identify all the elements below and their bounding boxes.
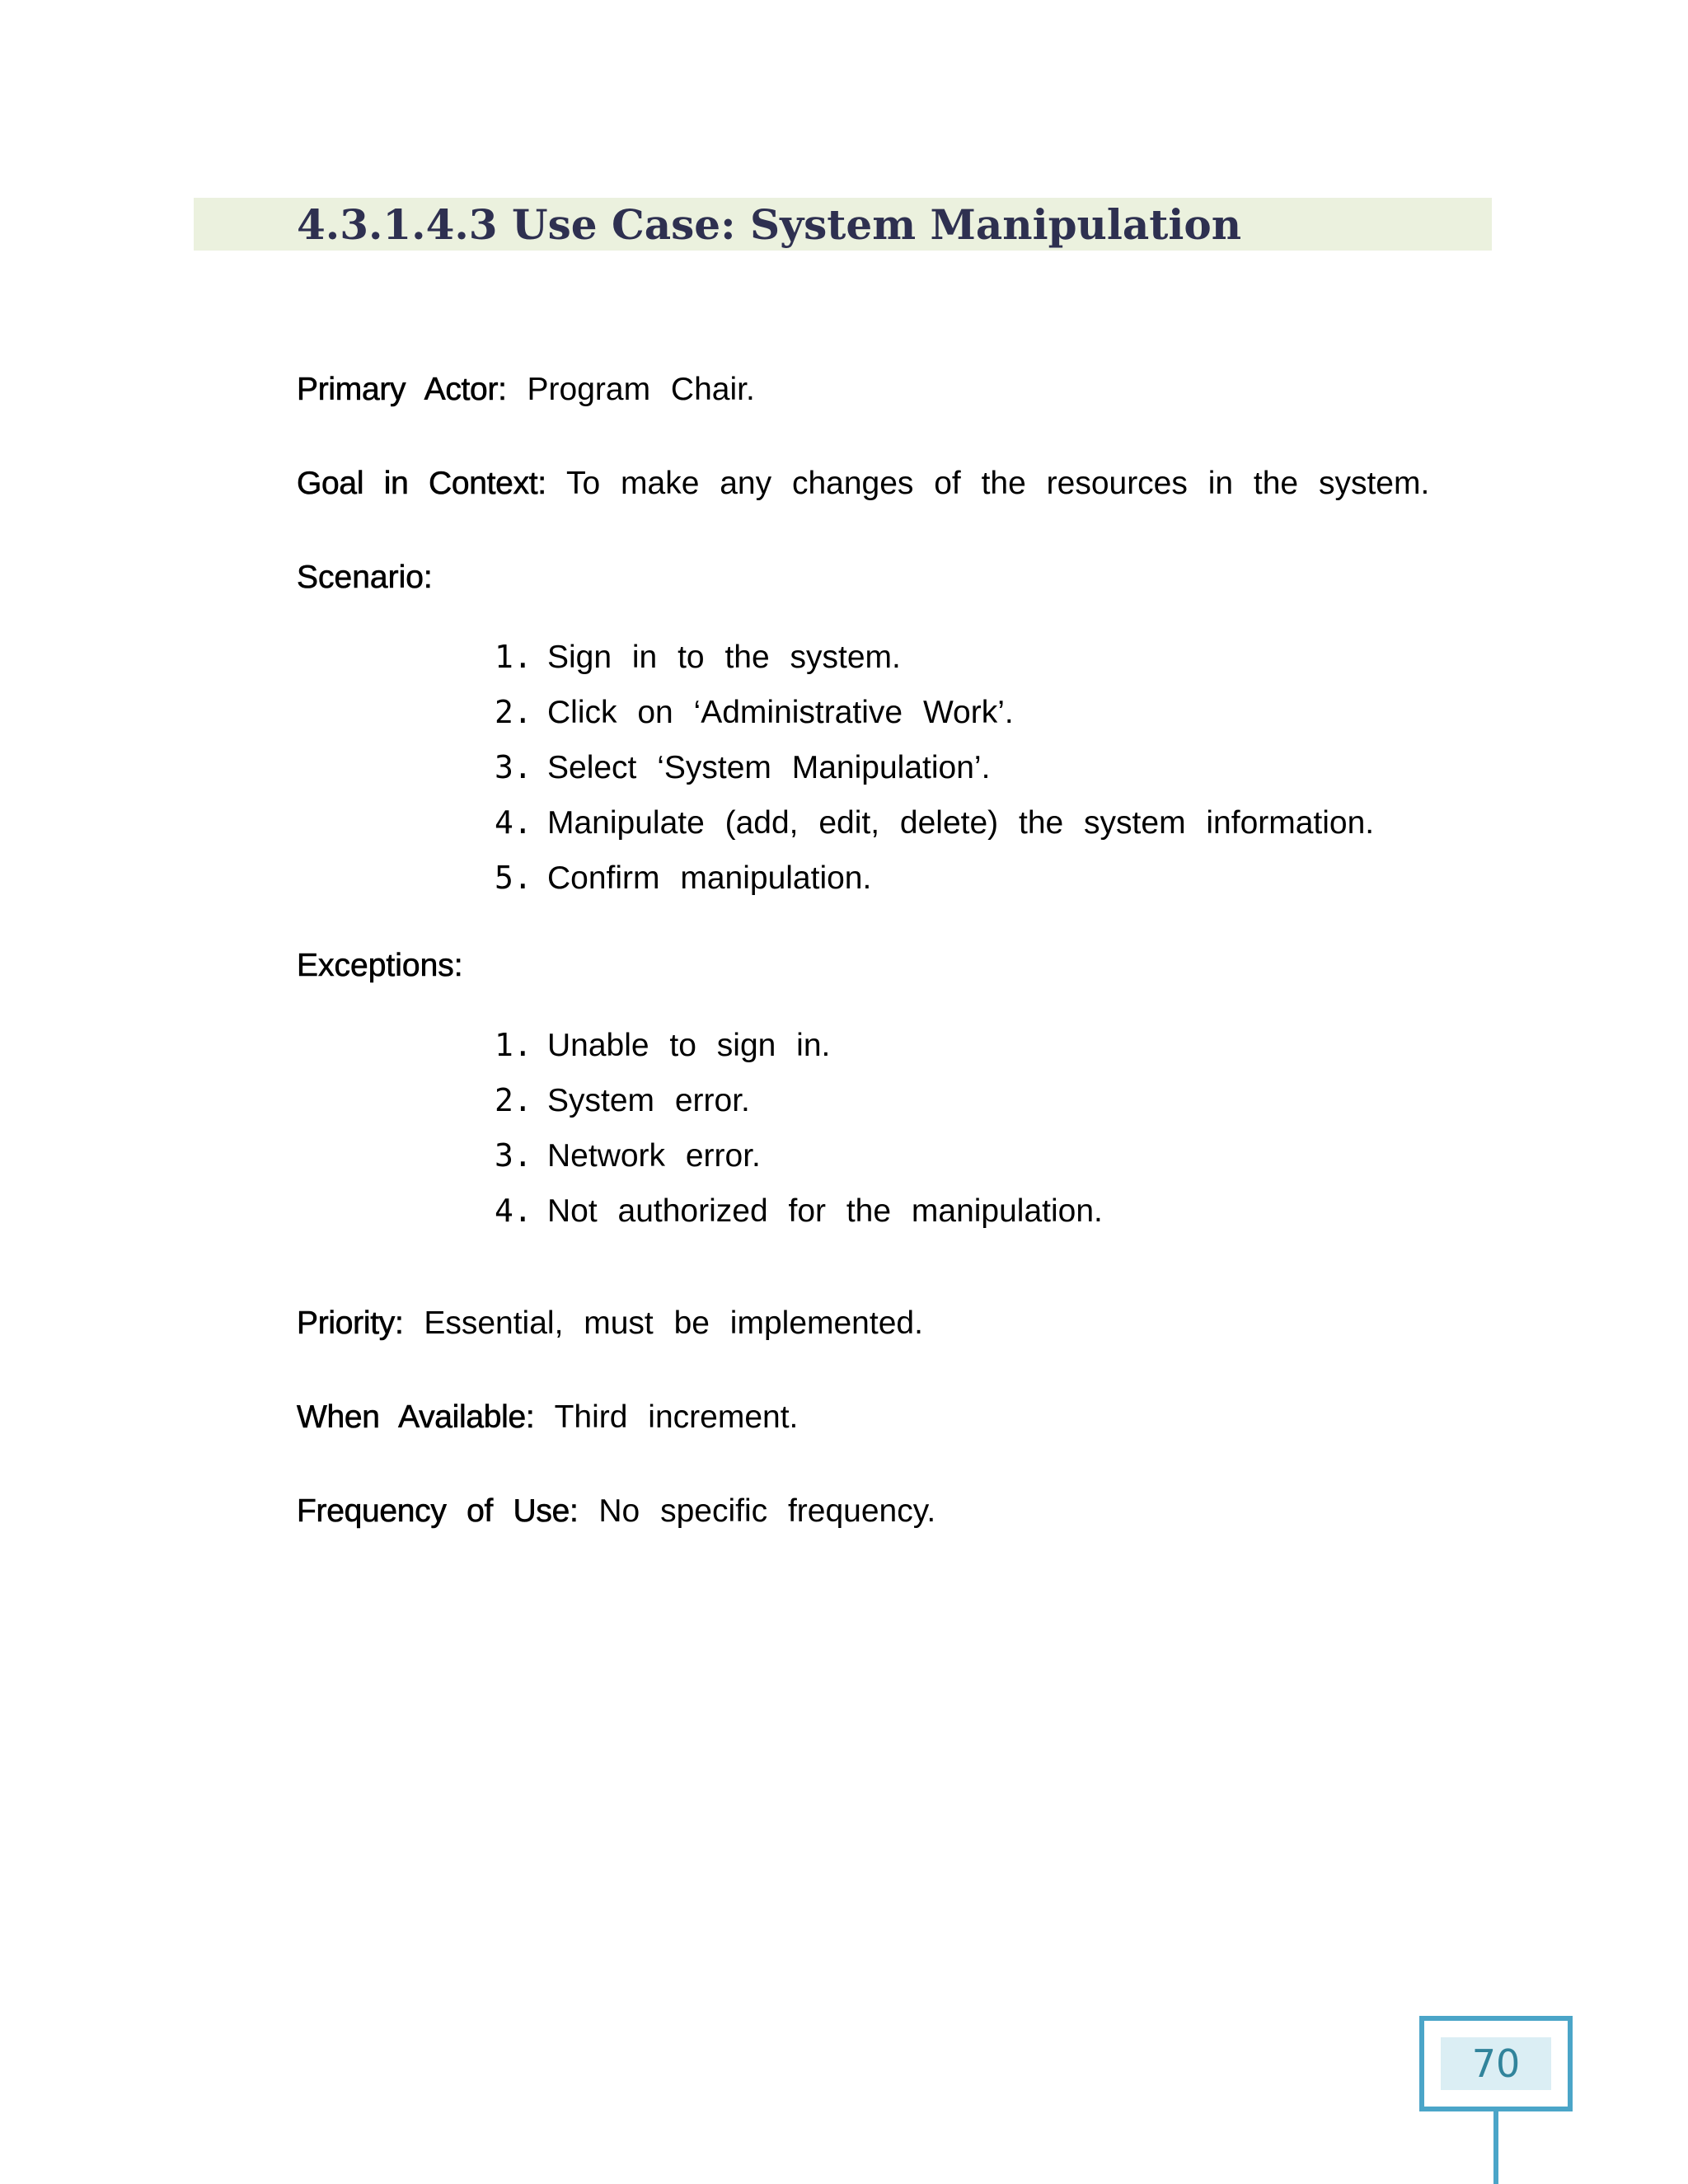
when-available-row <box>297 1390 1488 1445</box>
list-item-number: 1. <box>495 1027 532 1063</box>
scenario-label: Scenario: <box>297 560 433 595</box>
goal-in-context-row <box>297 457 1488 511</box>
when-available-label: When Available: <box>297 1399 535 1435</box>
list-item-number: 1. <box>495 639 532 675</box>
priority-value: Essential, must be implemented. <box>424 1305 923 1341</box>
list-item <box>495 1183 1488 1239</box>
list-item-number: 3. <box>495 749 532 785</box>
goal-in-context-value: To make any changes of the resources in the system. <box>566 466 1430 501</box>
list-item-number: 5. <box>495 860 532 896</box>
list-item <box>495 851 1488 906</box>
primary-actor-value: Program Chair. <box>527 372 755 407</box>
list-item-text: Unable to sign in. <box>547 1028 831 1063</box>
list-item-text: Select ‘System Manipulation’. <box>547 750 991 785</box>
page-number-box <box>1419 2016 1573 2111</box>
exceptions-label: Exceptions: <box>297 948 463 983</box>
section-heading: 4.3.1.4.3 Use Case: System Manipulation <box>297 200 1242 249</box>
list-item-text: Not authorized for the manipulation. <box>547 1193 1103 1229</box>
primary-actor-row <box>297 363 1488 417</box>
list-item <box>495 1073 1488 1128</box>
goal-in-context-label: Goal in Context: <box>297 466 546 501</box>
section-heading-band <box>194 198 1492 251</box>
list-item <box>495 630 1488 685</box>
list-item <box>495 1128 1488 1183</box>
list-item-number: 3. <box>495 1137 532 1174</box>
list-item-text: System error. <box>547 1083 750 1118</box>
list-item <box>495 740 1488 795</box>
list-item-number: 2. <box>495 694 532 730</box>
list-item-text: Click on ‘Administrative Work’. <box>547 695 1014 730</box>
scenario-list <box>297 630 1488 906</box>
page-number: 70 <box>1441 2037 1551 2090</box>
exceptions-list <box>297 1018 1488 1239</box>
list-item <box>495 795 1488 851</box>
list-item-text: Confirm manipulation. <box>547 860 872 896</box>
list-item-number: 4. <box>495 804 532 841</box>
list-item-number: 2. <box>495 1082 532 1118</box>
use-case-content <box>297 363 1488 1578</box>
when-available-value: Third increment. <box>554 1399 799 1435</box>
priority-row <box>297 1296 1488 1351</box>
priority-label: Priority: <box>297 1305 404 1341</box>
list-item <box>495 1018 1488 1073</box>
page-number-stem <box>1493 2111 1498 2184</box>
list-item-text: Network error. <box>547 1138 761 1174</box>
frequency-of-use-value: No specific frequency. <box>598 1493 936 1529</box>
frequency-of-use-row <box>297 1484 1488 1539</box>
list-item <box>495 685 1488 740</box>
list-item-number: 4. <box>495 1193 532 1229</box>
list-item-text: Sign in to the system. <box>547 640 901 675</box>
frequency-of-use-label: Frequency of Use: <box>297 1493 579 1529</box>
primary-actor-label: Primary Actor: <box>297 372 507 407</box>
list-item-text: Manipulate (add, edit, delete) the system information. <box>547 805 1375 841</box>
